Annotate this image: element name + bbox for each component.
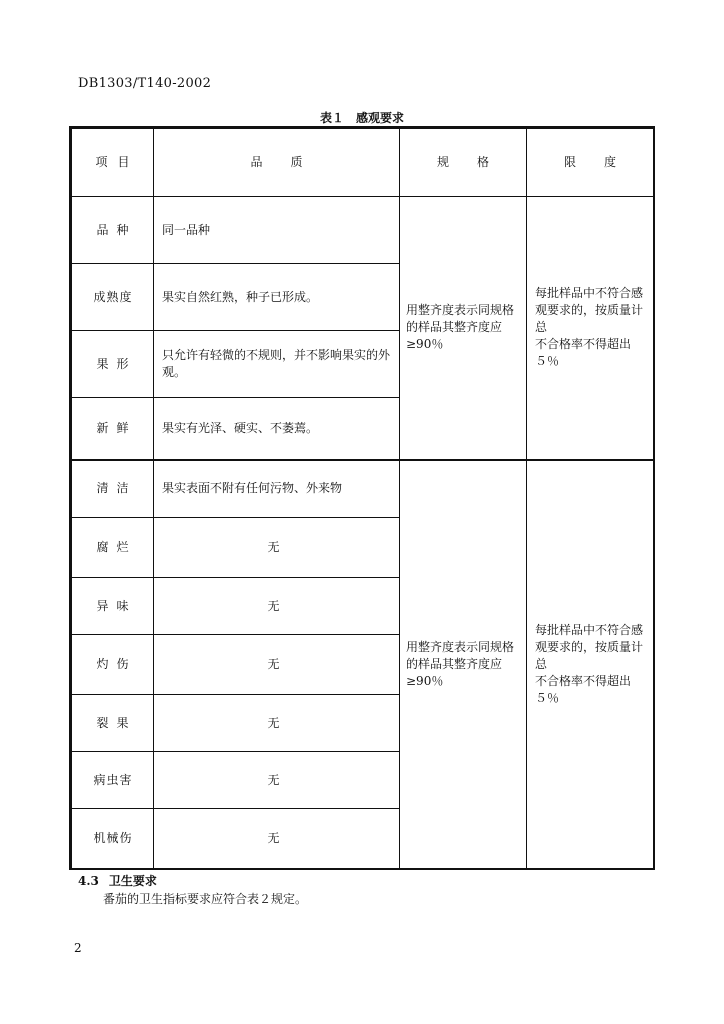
table-row: [72, 460, 654, 518]
row-quality: 无: [154, 695, 400, 752]
section-heading: [78, 872, 157, 889]
row-quality: 无: [154, 578, 400, 635]
group2-spec: 用整齐度表示同规格的样品其整齐度应≥90％: [400, 460, 527, 869]
row-quality: 只允许有轻微的不规则，并不影响果实的外观。: [154, 331, 400, 398]
row-quality: 无: [154, 635, 400, 695]
sensory-requirements-table: [69, 126, 655, 870]
table-row: [72, 197, 654, 264]
row-quality: 无: [154, 518, 400, 578]
row-quality: 同一品种: [154, 197, 400, 264]
row-item: 灼伤: [72, 635, 154, 695]
row-item: 裂果: [72, 695, 154, 752]
row-item: 机械伤: [72, 809, 154, 869]
row-quality: 果实表面不附有任何污物、外来物: [154, 460, 400, 518]
row-quality: 果实有光泽、硬实、不萎蔫。: [154, 398, 400, 460]
row-item: 新鲜: [72, 398, 154, 460]
group1-limit: 每批样品中不符合感观要求的，按质量计总 不合格率不得超出５％: [527, 197, 654, 460]
row-item: 品种: [72, 197, 154, 264]
row-item: 果形: [72, 331, 154, 398]
row-quality: 果实自然红熟，种子已形成。: [154, 264, 400, 331]
table-header-row: [72, 129, 654, 197]
row-quality: 无: [154, 809, 400, 869]
group1-spec: 用整齐度表示同规格的样品其整齐度应≥90％: [400, 197, 527, 460]
document-code: DB1303/T140-2002: [78, 76, 212, 91]
section-number: 4.3: [78, 874, 99, 888]
row-item: 病虫害: [72, 752, 154, 809]
section-title: 卫生要求: [108, 874, 157, 888]
row-item: 腐烂: [72, 518, 154, 578]
table-caption: 表１ 感观要求: [319, 111, 404, 125]
column-header-spec: 规格: [400, 129, 527, 197]
row-quality: 无: [154, 752, 400, 809]
column-header-quality: 品质: [154, 129, 400, 197]
group2-limit: 每批样品中不符合感观要求的，按质量计总 不合格率不得超出５％: [527, 460, 654, 869]
row-item: 清洁: [72, 460, 154, 518]
row-item: 成熟度: [72, 264, 154, 331]
column-header-limit: 限度: [527, 129, 654, 197]
column-header-item: 项目: [72, 129, 154, 197]
row-item: 异味: [72, 578, 154, 635]
page-number: 2: [74, 941, 82, 955]
section-text: 番茄的卫生指标要求应符合表２规定。: [103, 892, 308, 906]
